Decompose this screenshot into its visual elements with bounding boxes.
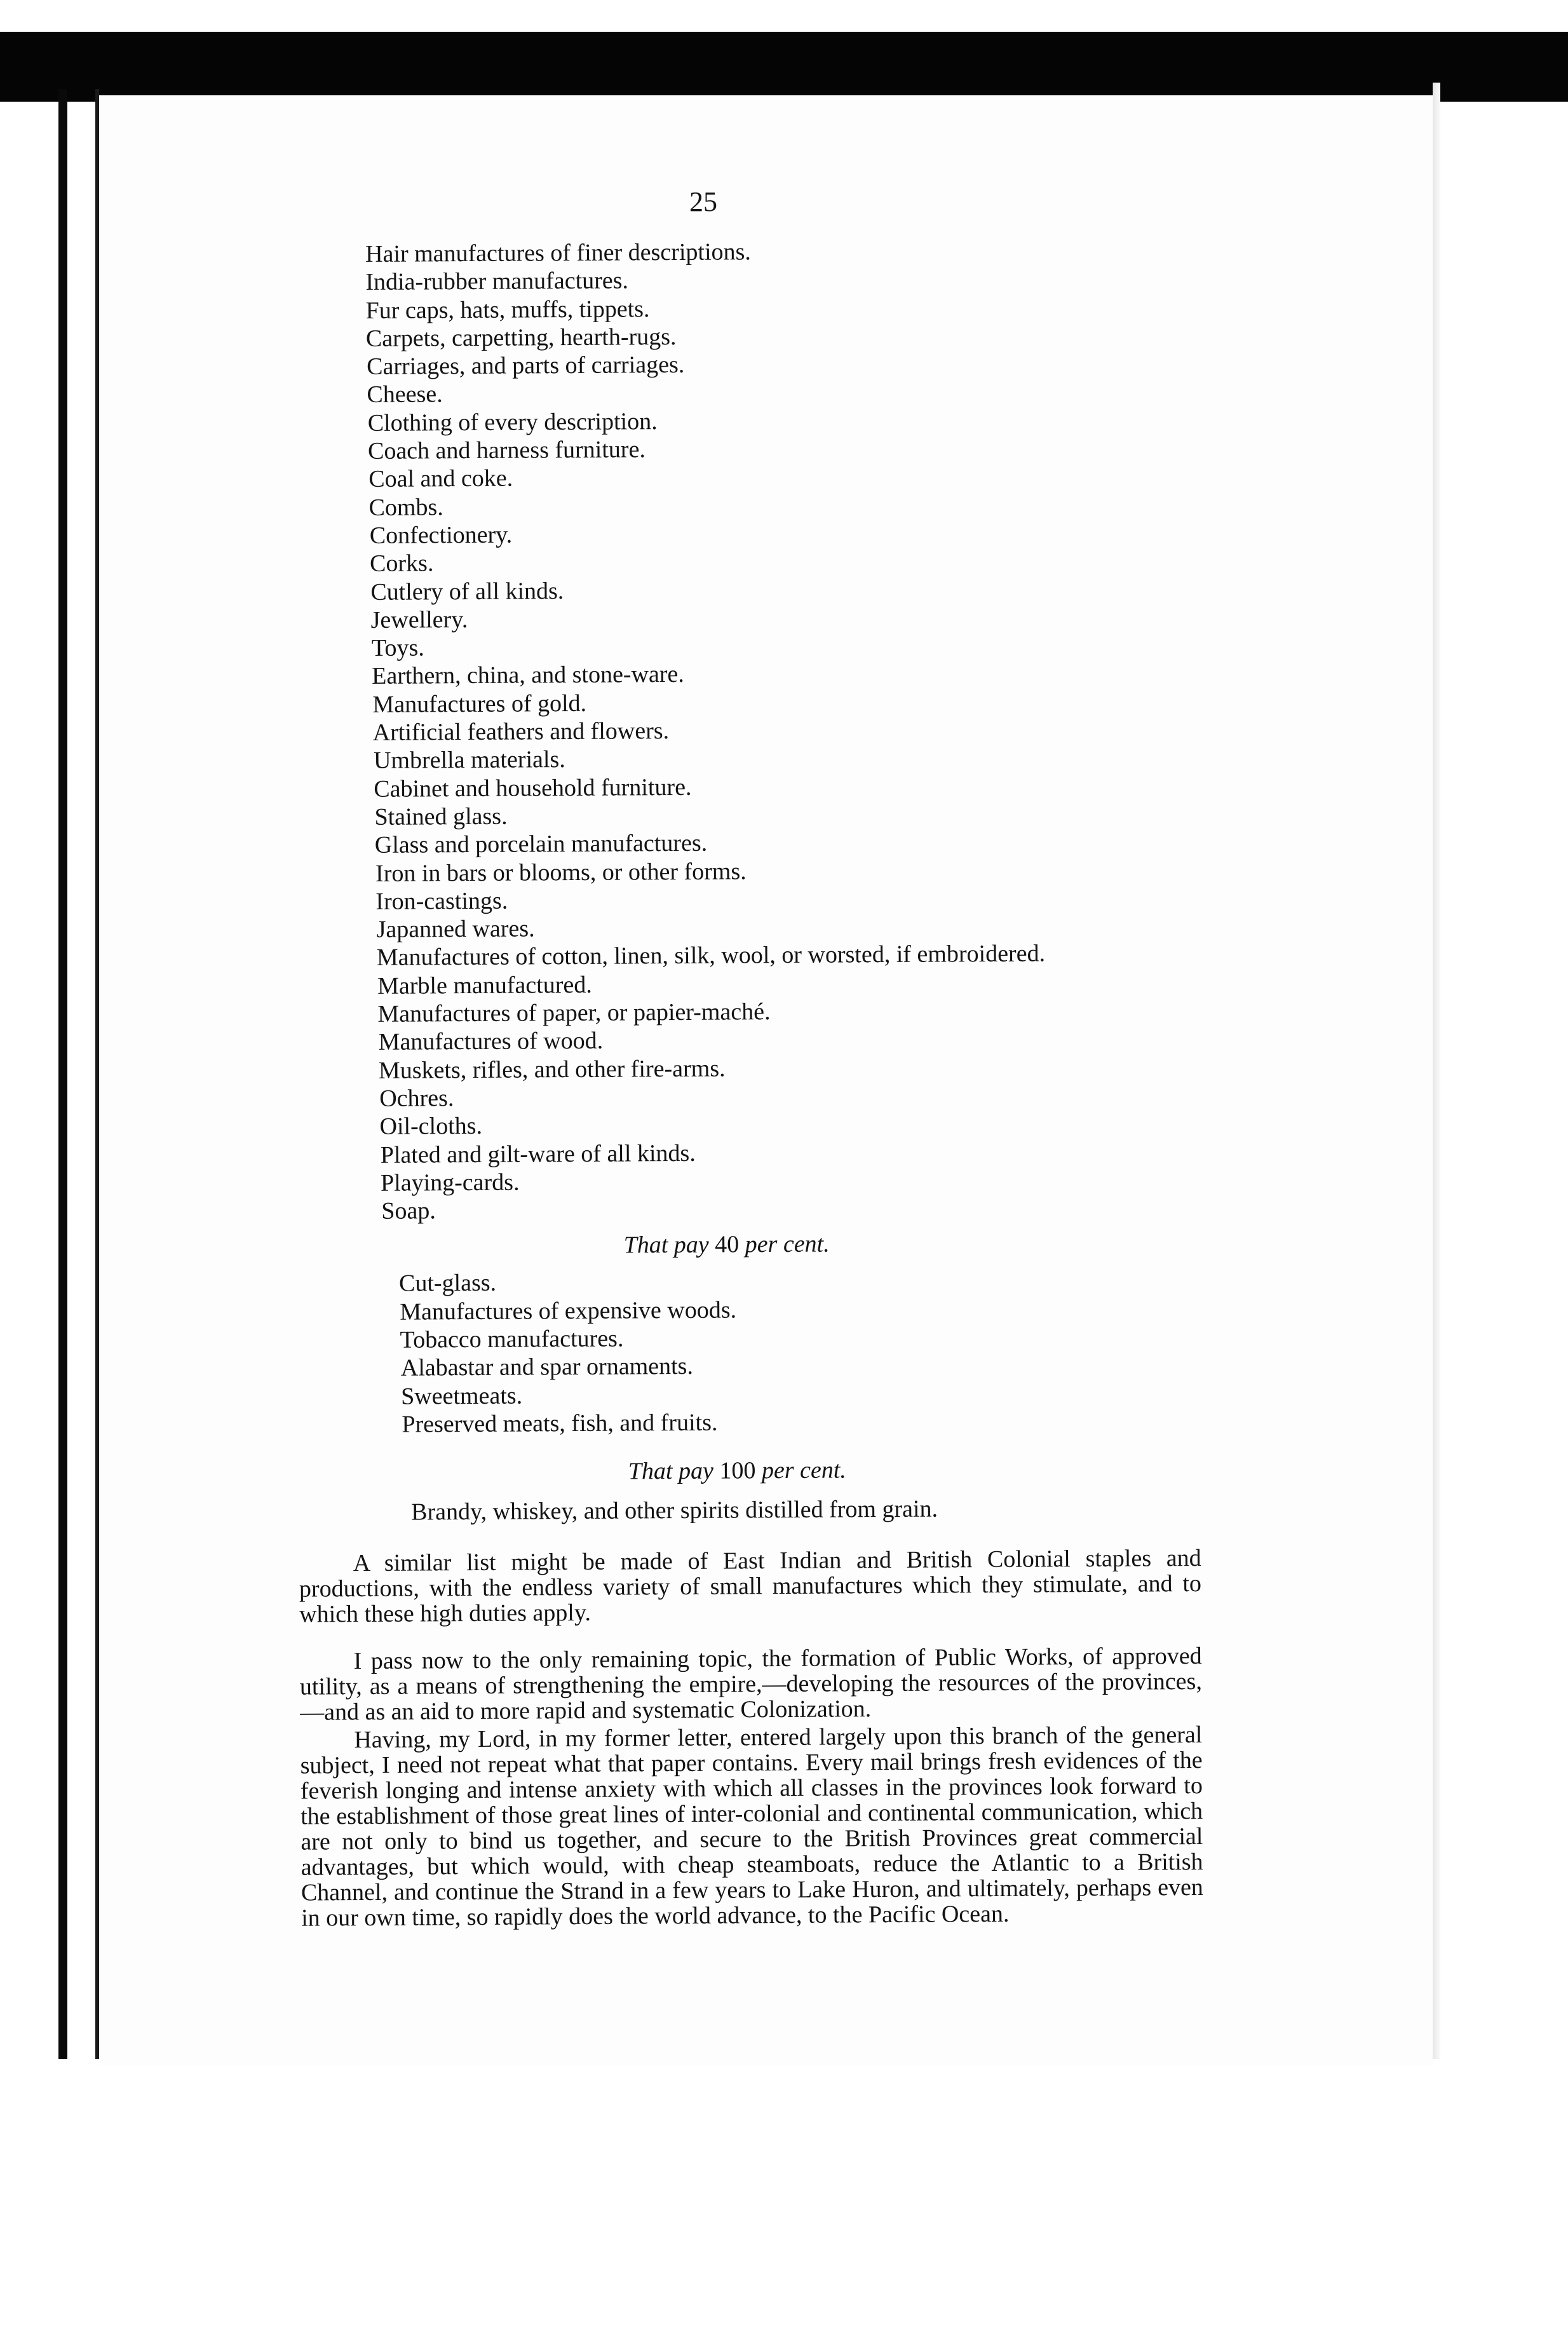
list-item: Plated and gilt-ware of all kinds. [380, 1139, 696, 1169]
list-item: Cutlery of all kinds. [370, 577, 564, 606]
list-item: Manufactures of paper, or papier-maché. [377, 998, 771, 1028]
page-text-body [299, 234, 1328, 1932]
list-item: Cabinet and household furniture. [374, 773, 692, 803]
high-duty-list [365, 234, 1324, 1226]
list-item: Coal and coke. [368, 465, 513, 493]
body-paragraphs [299, 1545, 1329, 1931]
list-item: Iron-castings. [375, 887, 508, 915]
list-item: Manufactures of cotton, linen, silk, wool, or worsted, if embroidered. [376, 940, 1046, 972]
list-item: Preserved meats, fish, and fruits. [402, 1409, 718, 1438]
scan-right-page-edge [1433, 83, 1440, 2059]
list-item: Clothing of every description. [367, 407, 658, 437]
list-item: India-rubber manufactures. [365, 267, 629, 296]
hundred-per-cent-list [373, 1493, 1326, 1526]
list-item: Manufactures of gold. [372, 689, 587, 718]
list-item: Soap. [381, 1197, 436, 1225]
list-item: Sweetmeats. [400, 1382, 523, 1410]
paragraph: I pass now to the only remaining topic, the formation of Public Works, of approved utility, as a means of strengthening the empire,—developing the resources of the provinces,—and as an aid to more rapid and systematic Colonization. [299, 1643, 1203, 1727]
section-heading-40-per-cent [624, 1227, 1325, 1259]
list-item: Carriages, and parts of carriages. [367, 351, 685, 381]
list-item: Glass and porcelain manufactures. [374, 829, 708, 859]
list-item: Oil-cloths. [379, 1113, 483, 1141]
heading-number: 100 [719, 1457, 756, 1484]
list-item: Manufactures of expensive woods. [400, 1296, 737, 1326]
section-heading-100-per-cent [628, 1453, 1326, 1486]
list-item: Playing-cards. [380, 1169, 520, 1197]
list-item: Combs. [368, 493, 443, 521]
list-item: Corks. [369, 550, 434, 578]
heading-number: 40 [715, 1231, 740, 1259]
heading-suffix: per cent. [761, 1456, 846, 1484]
list-item: Cut-glass. [398, 1270, 497, 1298]
list-item: Carpets, carpetting, hearth-rugs. [365, 323, 677, 352]
paragraph: Having, my Lord, in my former letter, entered largely upon this branch of the general subject, I need not repeat what that paper contains. Every mail brings fresh evidences of the feverish longing and intense anxiety with which all classes in the provinces look forward to the establishment of those great lines of inter-colonial and continental communication, which are not only to bind us together, and secure to the British Provinces great commercial advantages, but which would, with cheap steamboats, reduce the Atlantic to a British Channel, and continue the Strand in a few years to Lake Huron, and ultimately, perhaps even in our own time, so rapidly does the world advance, to the Pacific Ocean. [300, 1721, 1203, 1932]
heading-suffix: per cent. [745, 1230, 830, 1258]
list-item: Manufactures of wood. [378, 1028, 604, 1056]
list-item: Coach and harness furniture. [367, 436, 646, 465]
forty-per-cent-list [372, 1264, 1326, 1439]
list-item: Umbrella materials. [373, 746, 565, 775]
list-item: Alabastar and spar ornaments. [400, 1353, 694, 1381]
paragraph: A similar list might be made of East Indian and British Colonial staples and productions, with the endless variety of small manufactures which they stimulate, and to which these high duties apply. [299, 1545, 1202, 1629]
list-item: Japanned wares. [376, 915, 535, 944]
list-item: Stained glass. [374, 803, 508, 831]
list-item: Iron in bars or blooms, or other forms. [375, 857, 747, 887]
list-item: Cheese. [367, 381, 443, 409]
list-item: Fur caps, hats, muffs, tippets. [365, 295, 650, 324]
scan-top-border [0, 32, 1568, 102]
list-item: Muskets, rifles, and other fire-arms. [378, 1055, 726, 1084]
list-item: Marble manufactured. [377, 971, 592, 1000]
list-item: Confectionery. [369, 521, 513, 549]
list-item: Tobacco manufactures. [400, 1325, 624, 1354]
list-item: Brandy, whiskey, and other spirits distilled from grain. [411, 1495, 938, 1526]
list-item: Earthern, china, and stone-ware. [372, 661, 684, 690]
list-item: Ochres. [379, 1085, 454, 1112]
page-number: 25 [689, 186, 717, 217]
list-item: Hair manufactures of finer descriptions. [365, 238, 751, 268]
scan-left-binding-edge [58, 89, 67, 2059]
heading-prefix: That pay [628, 1457, 714, 1485]
list-item: Artificial feathers and flowers. [372, 717, 670, 746]
list-item: Jewellery. [370, 606, 468, 634]
list-item: Toys. [371, 634, 424, 662]
heading-prefix: That pay [623, 1232, 709, 1259]
